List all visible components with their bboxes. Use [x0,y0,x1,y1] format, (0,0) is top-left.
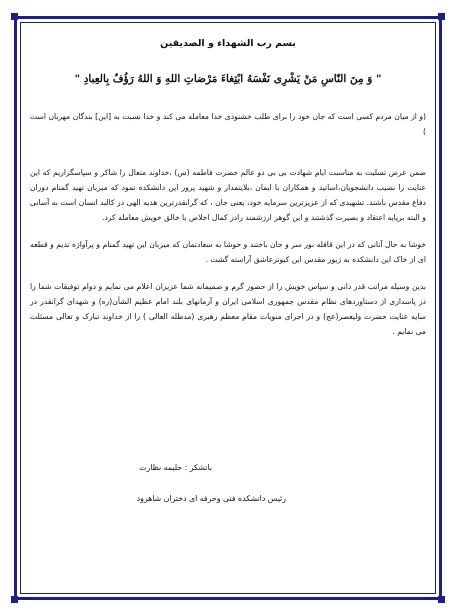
paragraph-translation: (و از میان مردم کسی است که جان خود را برای طلب خشنودی خدا معامله می کند و خدا نسبت به [این] بندگان مهربان است ) [30,112,426,136]
paragraph-thanks: بدین وسیله مراتب قدر دانی و سپاس خویش را از حضور گرم و صمیمانه شما عزیزان اعلام می نمایم و دوام توفیقات شما را در پاسداری از دستاوردهای نظام مقدس جمهوری اسلامی ایران و آرمانهای بلند امام عظیم الشأن(ره) و شهدای گرانقدر در سایه عنایت حضرت ولیعصر(عج) و در اجرای منویات مقام معظم رهبری (مدظله العالی ) را از خداوند تبارک و تعالی مسئلت می نمایم . [30,282,426,336]
frame-corner-top-left [11,13,18,20]
paragraph-condolence: ضمن عرض تسلیت به مناسبت ایام شهادت بی بی دو عالم حضرت فاطمه (س) ،خداوند متعال را شاکر و سپاسگزاریم که این عنایت را نصیب دانشجویان،اساتید و همکاران با ایمان ،بلایتمدار و شهید پرور این دانشکده نمود که میزبان تهید گمنام دوران دفاع مقدس باشند. تشهیدی که از عزیزترین سرمایه خود، یعنی جان ، که گرانقدرترین هدیه الهی در کالبد انسان است به آسانی و البته برپایه اعتقاد و بصیرت گذشتند و این گوهر ارزشمند رادر کمال اخلاص با خالق خویش معامله کرد. [30,168,426,222]
quran-verse: " وَ مِنَ النّاسِ مَنْ يَشْرِی نَفْسَهُ ابْتِغاءَ مَرْضاتِ اللهِ وَ اللهُ رَؤُفٌ بِالعِبادِ " [74,73,382,85]
frame-corner-bottom-left [11,596,18,603]
paragraph-blessing: خوشا به حال آنانی که در این قافله نور سر و جان باختند و خوشا به سعادتمان که میزبان این تهید گمنام و پرآوازه تدیم و قطعه ای از خاک این دانشکده به زیور مقدس این کبوترعاشق آراسته گشت . [30,240,426,264]
signature-name: باتشکر : حلیمه نظارت [139,463,212,472]
frame-corner-bottom-right [438,596,445,603]
frame-corner-top-right [438,13,445,20]
document-heading: بسم رب الشهداء و الصدیقین [160,38,296,49]
document-body [30,30,426,339]
signature-title: رئیس دانشکده فنی وحرفه ای دختران شاهرود [136,494,286,503]
